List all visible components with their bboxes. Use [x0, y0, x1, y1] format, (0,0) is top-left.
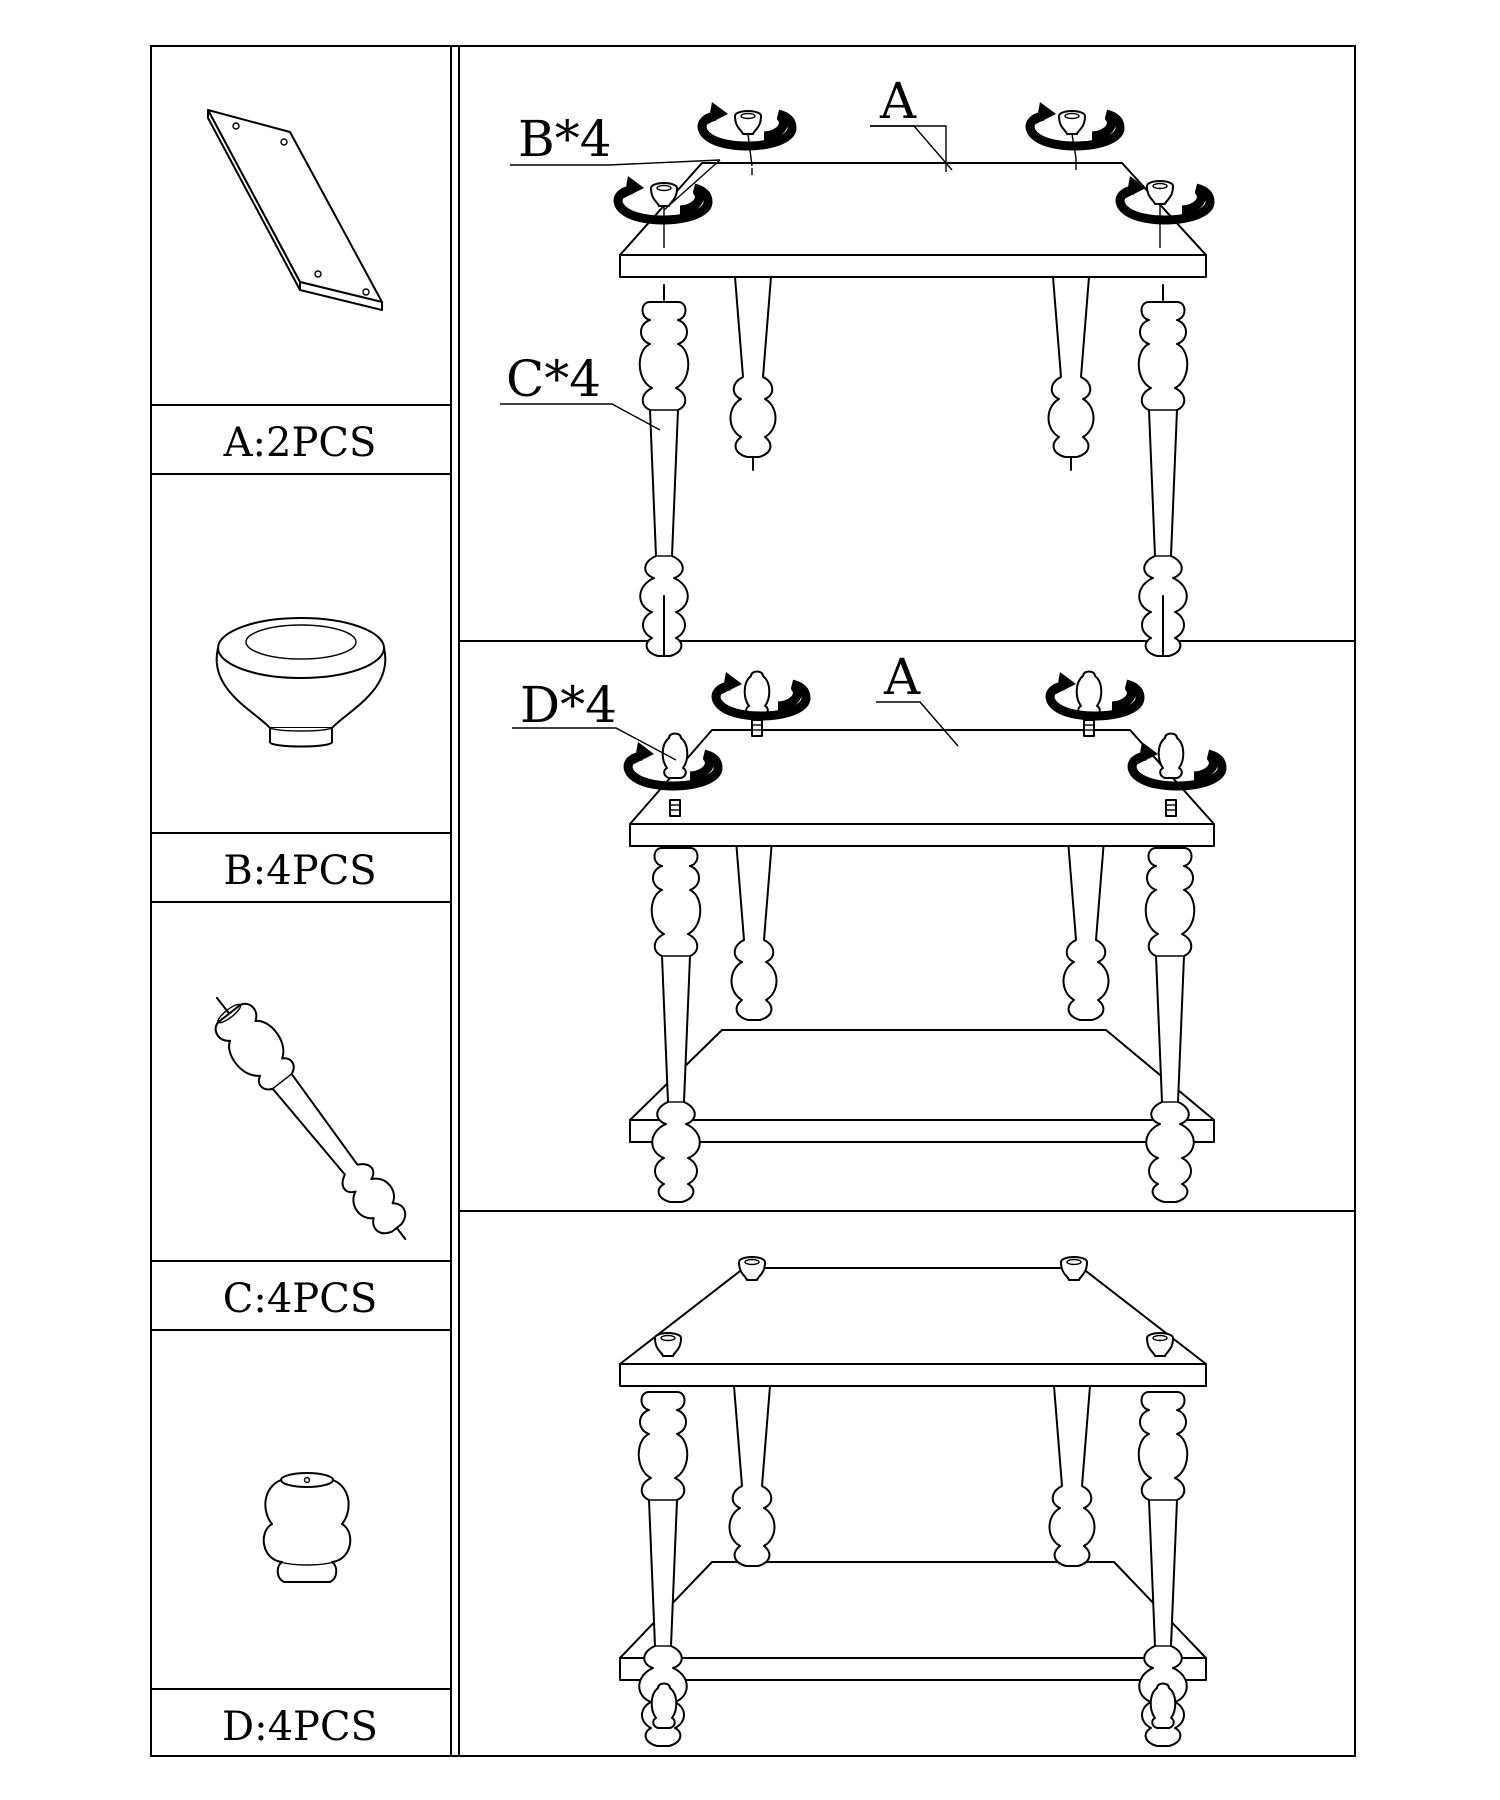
final-board-top — [620, 1268, 1206, 1364]
step-1-illustration — [500, 102, 1210, 656]
step-1-callout-legs: C*4 — [506, 350, 602, 408]
step-3-illustration — [620, 1257, 1206, 1746]
final-shelf-edge — [620, 1658, 1206, 1680]
step-1-callout-part: B*4 — [518, 110, 612, 168]
board-a-edge — [620, 255, 1206, 277]
spindle-leg-icon — [197, 982, 426, 1255]
step-1-callout-board: A — [880, 72, 917, 130]
final-board-edge — [620, 1364, 1206, 1386]
step-2-illustration — [512, 672, 1222, 1203]
step-2-callout-board: A — [884, 648, 921, 706]
part-d-label: D:4PCS — [222, 1704, 378, 1750]
part-c-illustration — [197, 982, 426, 1255]
part-b-illustration — [217, 618, 386, 747]
board-panel-icon — [208, 110, 382, 310]
part-a-label: A:2PCS — [223, 420, 377, 466]
board-a-edge-2 — [630, 824, 1214, 846]
shelf-lower-top — [630, 1030, 1214, 1120]
bun-foot-icon — [264, 1473, 351, 1582]
step-2-callout-part: D*4 — [520, 676, 617, 734]
part-a-illustration — [208, 110, 382, 310]
final-shelf-top — [620, 1562, 1206, 1658]
part-d-illustration — [264, 1473, 351, 1582]
part-c-label: C:4PCS — [222, 1276, 378, 1322]
knob-cap-icon — [217, 618, 386, 747]
shelf-lower-edge — [630, 1120, 1214, 1142]
part-b-label: B:4PCS — [223, 848, 377, 894]
